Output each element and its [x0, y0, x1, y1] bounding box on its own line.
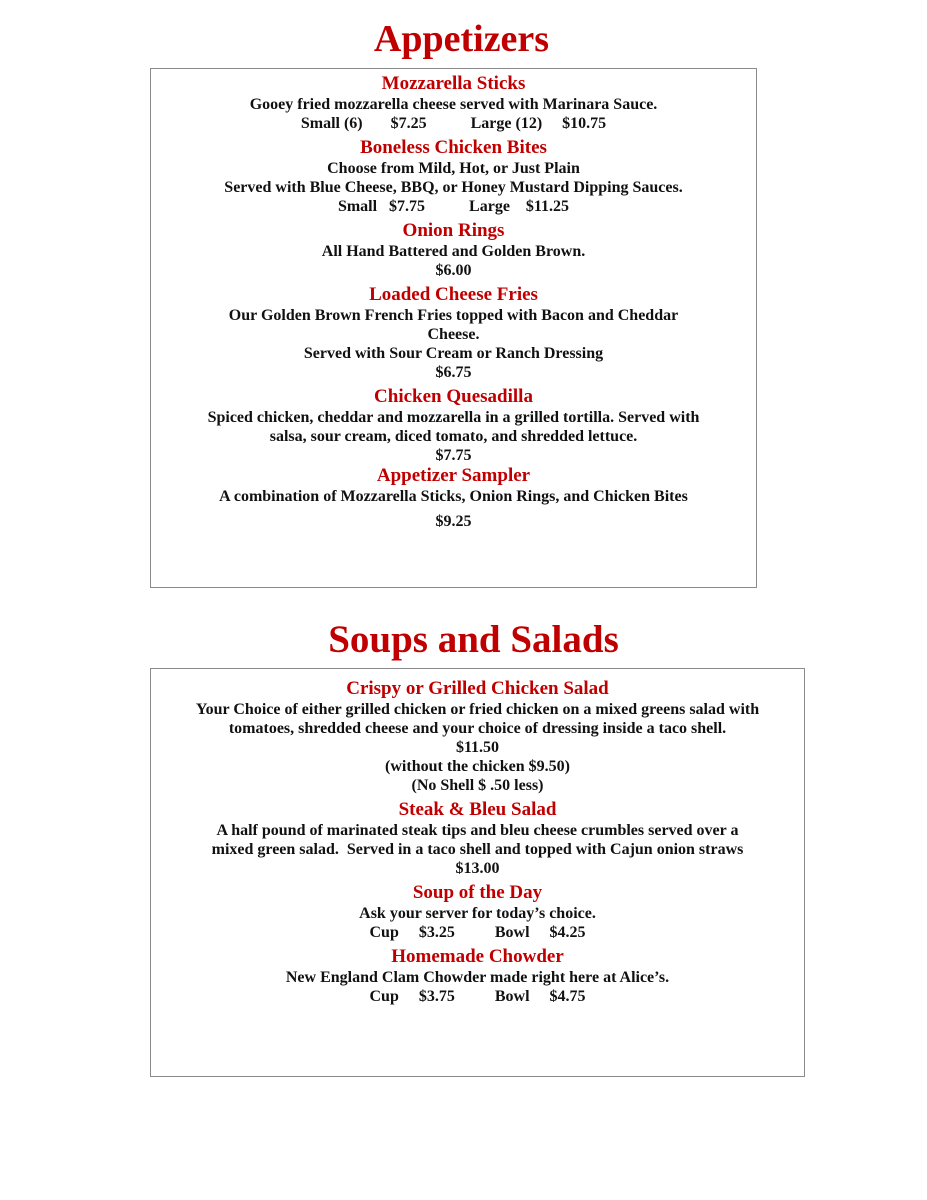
item-description: Ask your server for today’s choice. [359, 905, 596, 922]
item-name: Crispy or Grilled Chicken Salad [346, 678, 609, 699]
item-name: Homemade Chowder [391, 946, 564, 967]
item-name: Appetizer Sampler [376, 465, 531, 486]
appetizers-heading: Appetizers [373, 18, 550, 60]
item-description: All Hand Battered and Golden Brown. [321, 243, 586, 260]
menu-item-chicken-quesadilla [151, 386, 756, 465]
menu-item-soup-of-the-day [151, 882, 804, 942]
item-description: Your Choice of either grilled chicken or fried chicken on a mixed greens salad with [195, 701, 760, 718]
item-name: Boneless Chicken Bites [360, 137, 547, 158]
item-description: Served with Blue Cheese, BBQ, or Honey Mustard Dipping Sauces. [224, 179, 683, 196]
item-name: Chicken Quesadilla [374, 386, 533, 407]
item-price-line: Cup $3.25 Bowl $4.25 [369, 924, 586, 941]
item-description: salsa, sour cream, diced tomato, and shredded lettuce. [269, 428, 638, 445]
item-price-note: (without the chicken $9.50) [385, 758, 570, 775]
menu-item-appetizer-sampler [151, 465, 756, 531]
menu-item-boneless-chicken-bites [151, 137, 756, 216]
item-price: $11.50 [455, 739, 500, 756]
soups-salads-menu-box [150, 668, 805, 1077]
item-description: Gooey fried mozzarella cheese served with Marinara Sauce. [249, 96, 658, 113]
menu-item-loaded-cheese-fries [151, 284, 756, 382]
item-price-line: Cup $3.75 Bowl $4.75 [369, 988, 586, 1005]
appetizers-menu-box [150, 68, 757, 588]
item-name: Mozzarella Sticks [381, 73, 526, 94]
menu-item-homemade-chowder [151, 946, 804, 1006]
item-price: $6.00 [435, 262, 472, 279]
item-price-line: Small (6) $7.25 Large (12) $10.75 [300, 115, 607, 132]
item-price: $7.75 [435, 447, 472, 464]
item-description: Cheese. [427, 326, 480, 343]
item-name: Soup of the Day [412, 882, 543, 903]
menu-item-onion-rings [151, 220, 756, 280]
item-description: A half pound of marinated steak tips and bleu cheese crumbles served over a [216, 822, 739, 839]
item-price: $6.75 [435, 364, 472, 381]
menu-item-chicken-salad [151, 678, 804, 795]
item-description: tomatoes, shredded cheese and your choice of dressing inside a taco shell. [228, 720, 727, 737]
item-description: Choose from Mild, Hot, or Just Plain [327, 160, 580, 177]
menu-item-steak-bleu-salad [151, 799, 804, 878]
item-price: $9.25 [435, 513, 472, 530]
item-description: Served with Sour Cream or Ranch Dressing [303, 345, 604, 362]
item-description: New England Clam Chowder made right here at Alice’s. [285, 969, 670, 986]
soups-salads-heading: Soups and Salads [328, 618, 619, 661]
item-description: Spiced chicken, cheddar and mozzarella in a grilled tortilla. Served with [207, 409, 700, 426]
item-price-line: Small $7.75 Large $11.25 [337, 198, 570, 215]
item-price-note: (No Shell $ .50 less) [411, 777, 544, 794]
item-description: mixed green salad. Served in a taco shell and topped with Cajun onion straws [211, 841, 744, 858]
menu-item-mozzarella-sticks [151, 73, 756, 133]
item-name: Steak & Bleu Salad [398, 799, 557, 820]
item-description: A combination of Mozzarella Sticks, Onion Rings, and Chicken Bites [219, 488, 688, 505]
item-name: Loaded Cheese Fries [369, 284, 538, 305]
item-description: Our Golden Brown French Fries topped with Bacon and Cheddar [228, 307, 679, 324]
item-price: $13.00 [455, 860, 500, 877]
item-name: Onion Rings [402, 220, 505, 241]
